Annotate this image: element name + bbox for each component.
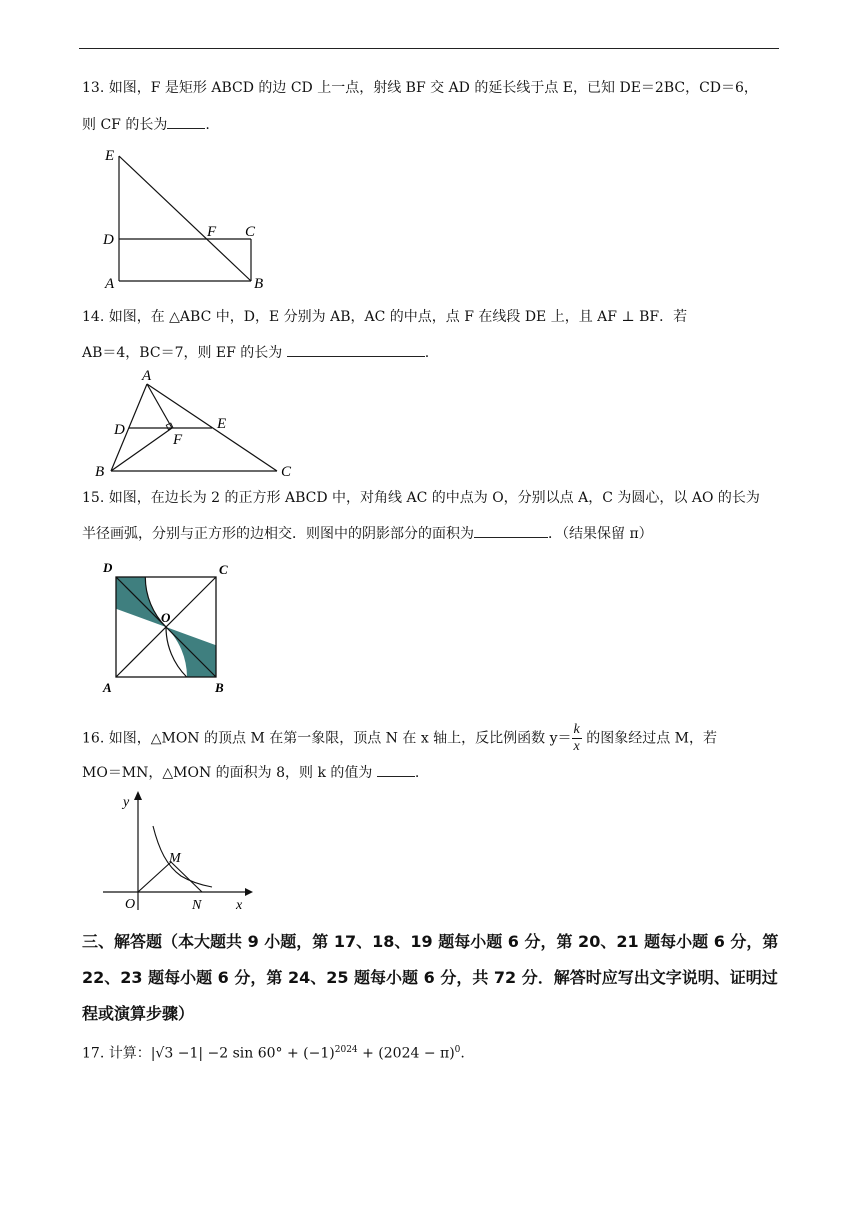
section3-line1: 三、解答题（本大题共 9 小题，第 17、18、19 题每小题 6 分，第 20、21 题每小题 6 分，第 (82, 932, 779, 951)
q16-line2: MO＝MN，△MON 的面积为 8，则 k 的值为 . (82, 762, 419, 783)
label-D: D (103, 232, 114, 248)
q15-line1: 15. 如图，在边长为 2 的正方形 ABCD 中，对角线 AC 的中点为 O，分别以点 A，C 为圆心，以 AO 的长为 (82, 490, 760, 506)
q14-line1: 14. 如图，在 △ABC 中，D，E 分别为 AB，AC 的中点，点 F 在线段 DE 上，且 AF ⊥ BF．若 (82, 309, 688, 325)
header-rule (79, 48, 779, 49)
label-x: x (236, 898, 243, 913)
label-A: A (105, 276, 115, 292)
label-B: B (215, 680, 224, 695)
label-C: C (219, 562, 228, 577)
fraction-k-over-x: $\frac{k}{x}$ (573, 722, 580, 754)
q13-line2: 则 CF 的长为 . (82, 114, 210, 135)
label-y: y (123, 795, 130, 810)
q14-line2: AB＝4，BC＝7，则 EF 的长为 . (82, 342, 429, 363)
answer-blank-13 (167, 114, 205, 129)
q16-figure (95, 788, 255, 913)
label-N: N (192, 898, 202, 913)
q15-line2: 半径画弧，分别与正方形的边相交．则图中的阴影部分的面积为 ．（结果保留 π） (82, 523, 653, 544)
q16-prompt: MO＝MN，△MON 的面积为 8，则 k 的值为 (82, 765, 373, 781)
q17-line: 17. 计算：|√3 −1| −2 $\sin 60^\circ + (-1)^{2024} + (2024 - \pi)^0$. (82, 1045, 465, 1062)
answer-blank-15 (474, 523, 548, 538)
q15-prompt: 半径画弧，分别与正方形的边相交．则图中的阴影部分的面积为 (82, 526, 474, 542)
label-O: O (161, 610, 171, 625)
label-F: F (173, 432, 183, 448)
q17-expr-1: |√3 −1| −2 sin 60° + (−1) (150, 1045, 335, 1062)
label-E: E (105, 148, 115, 164)
q15-figure (95, 556, 245, 696)
q14-figure (90, 366, 300, 481)
label-D: D (103, 560, 113, 575)
answer-blank-14 (287, 342, 425, 357)
label-B: B (95, 464, 105, 480)
q16-text-a: 16. 如图，△MON 的顶点 M 在第一象限，顶点 N 在 x 轴上，反比例函数 y＝ (82, 730, 572, 747)
q14-prompt: AB＝4，BC＝7，则 EF 的长为 (82, 345, 283, 361)
q17-exponent-1: 2024 (334, 1045, 358, 1055)
label-D: D (114, 422, 125, 438)
label-C: C (245, 224, 256, 240)
q13-line1: 13. 如图，F 是矩形 ABCD 的边 CD 上一点，射线 BF 交 AD 的延长线于点 E，已知 DE＝2BC，CD＝6， (82, 80, 758, 96)
q16-text-b: 的图象经过点 M，若 (581, 730, 718, 747)
section3-line2: 22、23 题每小题 6 分，第 24、25 题每小题 6 分，共 72 分．解答时应写出文字说明、证明过 (82, 968, 778, 987)
label-E: E (217, 416, 227, 432)
answer-blank-16 (377, 762, 415, 777)
label-F: F (207, 224, 217, 240)
label-M: M (169, 851, 181, 866)
label-A: A (103, 680, 112, 695)
q17-expr-2: + (2024 − π) (357, 1045, 455, 1062)
q17-prefix: 17. 计算： (82, 1045, 151, 1062)
label-C: C (281, 464, 292, 480)
label-O: O (125, 897, 136, 912)
section3-line3: 程或演算步骤） (82, 1004, 195, 1023)
label-A: A (142, 368, 152, 384)
q17-exponent-2: 0 (454, 1045, 461, 1055)
q13-figure (100, 148, 270, 293)
q16-line1 (82, 722, 717, 755)
label-B: B (254, 276, 264, 292)
q13-prompt: 则 CF 的长为 (82, 117, 168, 133)
